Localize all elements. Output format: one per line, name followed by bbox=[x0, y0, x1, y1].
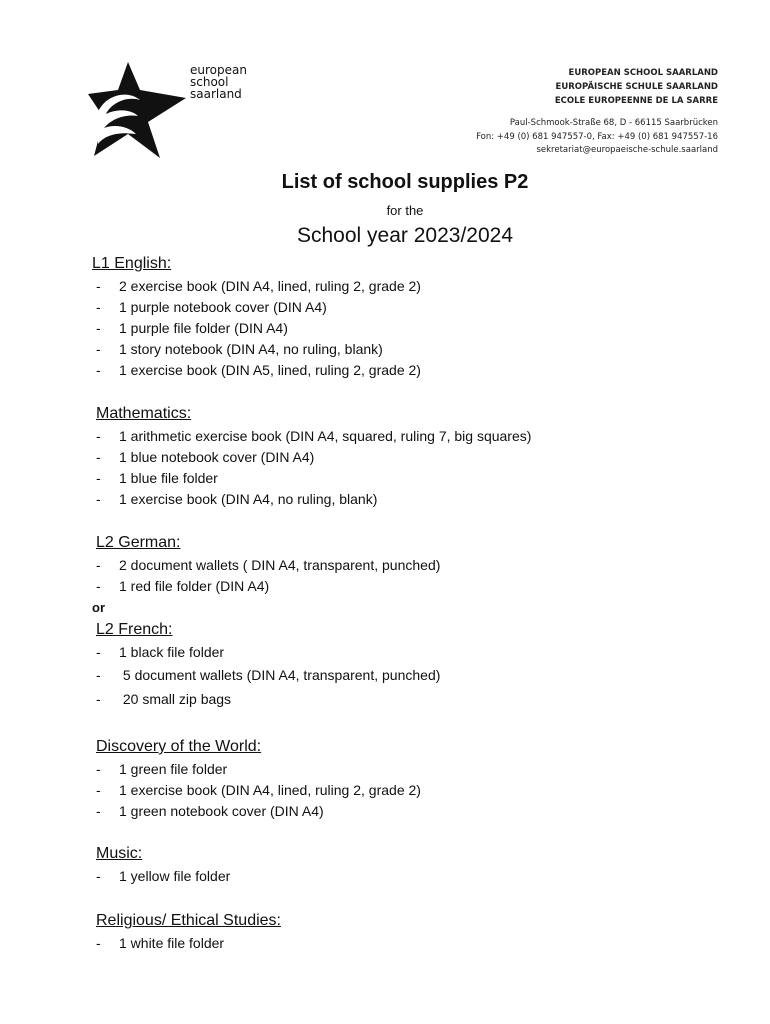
list-item: - 2 exercise book (DIN A4, lined, ruling 2, grade 2) bbox=[96, 278, 421, 294]
section-mathematics bbox=[0, 404, 770, 510]
section-l2-german bbox=[0, 533, 770, 597]
section-heading: L1 English: bbox=[92, 255, 172, 272]
subtitle: for the bbox=[386, 203, 424, 218]
list-item: - 1 exercise book (DIN A4, lined, ruling 2, grade 2) bbox=[96, 782, 421, 798]
section-l1-english bbox=[0, 254, 770, 381]
list-item: - 2 document wallets ( DIN A4, transparent, punched) bbox=[96, 557, 441, 573]
list-item: - 1 exercise book (DIN A4, no ruling, blank) bbox=[96, 491, 378, 507]
list-item: - 1 green file folder bbox=[96, 761, 228, 777]
section-heading: L2 French: bbox=[96, 621, 173, 638]
logo-line: saarland bbox=[190, 87, 242, 101]
section-music bbox=[0, 844, 770, 887]
list-item: - 1 arithmetic exercise book (DIN A4, squared, ruling 7, big squares) bbox=[96, 428, 532, 444]
page-title: List of school supplies P2 bbox=[281, 171, 529, 193]
or-connector: or bbox=[92, 600, 105, 615]
school-name-fr: ECOLE EUROPEENNE DE LA SARRE bbox=[554, 96, 718, 106]
section-l2-french bbox=[0, 620, 770, 711]
section-heading: Music: bbox=[96, 845, 143, 862]
list-item: - 1 story notebook (DIN A4, no ruling, blank) bbox=[96, 341, 383, 357]
list-item: - 5 document wallets (DIN A4, transparent, punched) bbox=[96, 667, 441, 683]
list-item: - 1 green notebook cover (DIN A4) bbox=[96, 803, 324, 819]
list-item: - 1 black file folder bbox=[96, 644, 225, 660]
section-religious-ethical-studies bbox=[0, 911, 770, 954]
section-discovery-of-the-world bbox=[0, 737, 770, 822]
logo-line: european bbox=[190, 63, 247, 77]
list-item: - 1 purple file folder (DIN A4) bbox=[96, 320, 288, 336]
postal-address: Paul-Schmook-Straße 68, D - 66115 Saarbrücken bbox=[509, 118, 718, 128]
list-item: - 1 blue file folder bbox=[96, 470, 218, 486]
section-heading: Religious/ Ethical Studies: bbox=[96, 912, 281, 929]
logo-wordmark bbox=[190, 64, 247, 100]
school-name-de: EUROPÄISCHE SCHULE SAARLAND bbox=[555, 82, 718, 92]
school-year: School year 2023/2024 bbox=[297, 224, 513, 247]
phone-fax: Fon: +49 (0) 681 947557-0, Fax: +49 (0) 681 947557-16 bbox=[476, 131, 718, 142]
school-address-block bbox=[476, 66, 718, 158]
section-heading: L2 German: bbox=[96, 534, 181, 551]
list-item: - 20 small zip bags bbox=[96, 691, 232, 707]
list-item: - 1 exercise book (DIN A5, lined, ruling 2, grade 2) bbox=[96, 362, 421, 378]
section-heading: Mathematics: bbox=[96, 405, 192, 422]
logo-line: school bbox=[190, 75, 229, 89]
list-item: - 1 white file folder bbox=[96, 935, 225, 951]
list-item: - 1 blue notebook cover (DIN A4) bbox=[96, 449, 315, 465]
list-item: - 1 yellow file folder bbox=[96, 868, 231, 884]
email-address: sekretariat@europaeische-schule.saarland bbox=[536, 145, 718, 155]
list-item: - 1 purple notebook cover (DIN A4) bbox=[96, 299, 327, 315]
school-name-en: EUROPEAN SCHOOL SAARLAND bbox=[568, 68, 718, 78]
section-heading: Discovery of the World: bbox=[96, 738, 262, 755]
list-item: - 1 red file folder (DIN A4) bbox=[96, 578, 270, 594]
school-star-logo bbox=[88, 60, 188, 160]
